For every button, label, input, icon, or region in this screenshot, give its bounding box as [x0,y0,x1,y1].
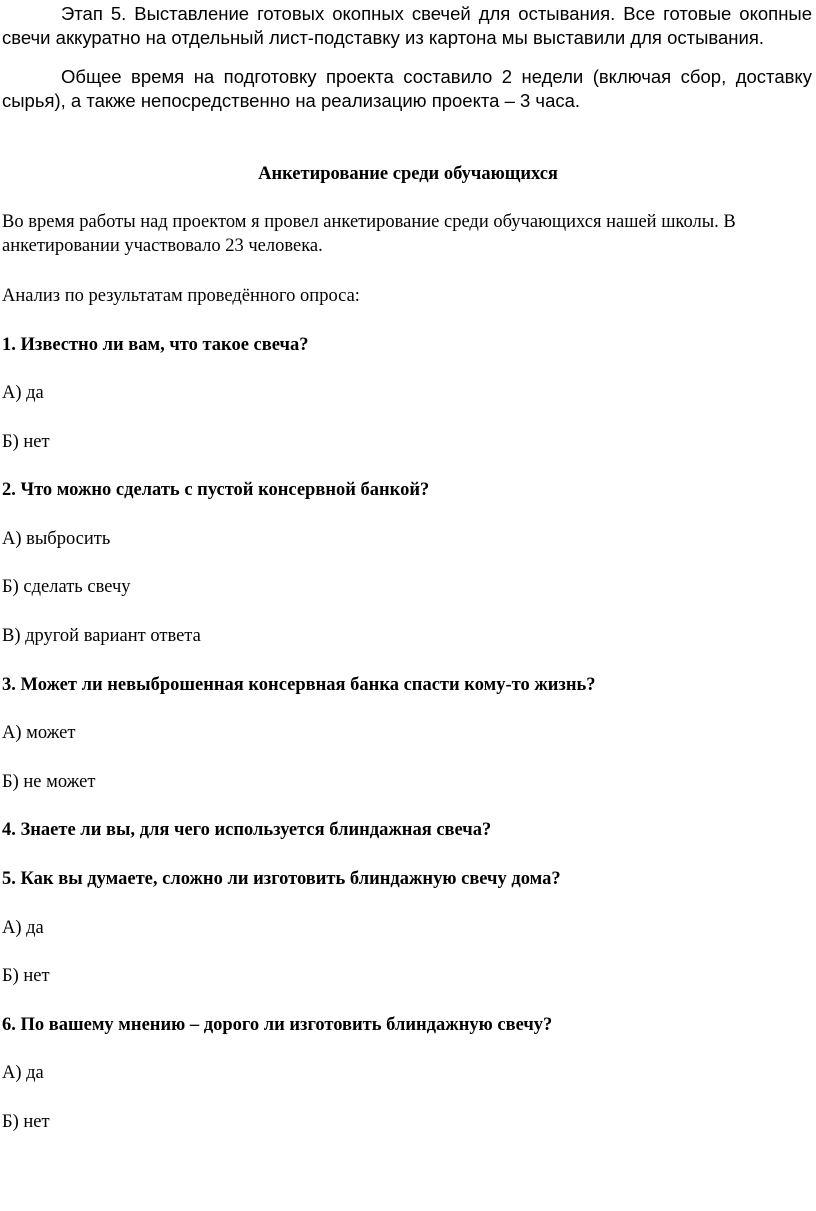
intro-paragraph: Во время работы над проектом я провел анкетирование среди обучающихся нашей школы. В анкетировании участвовало 23 человека. [2,212,736,256]
question-1: 1. Известно ли вам, что такое свеча? [2,335,309,355]
section-title: Анкетирование среди обучающихся [258,164,558,184]
total-time-paragraph: Общее время на подготовку проекта составило 2 недели (включая сбор, доставку сырья), а также непосредственно на реализацию проекта – 3 часа. [2,66,812,111]
answer-1a: А) да [2,383,44,403]
question-6: 6. По вашему мнению – дорого ли изготовить блиндажную свечу? [2,1015,553,1035]
answer-2b: Б) сделать свечу [2,577,131,597]
answer-6b: Б) нет [2,1112,50,1132]
question-2: 2. Что можно сделать с пустой консервной банкой? [2,480,430,500]
answer-5a: А) да [2,918,44,938]
answer-1b: Б) нет [2,432,50,452]
answer-5b: Б) нет [2,966,50,986]
answer-2a: А) выбросить [2,529,111,549]
question-3: 3. Может ли невыброшенная консервная банка спасти кому-то жизнь? [2,675,596,695]
analysis-line: Анализ по результатам проведённого опроса: [2,286,360,306]
answer-3a: А) может [2,723,76,743]
stage5-paragraph: Этап 5. Выставление готовых окопных свечей для остывания. Все готовые окопные свечи аккуратно на отдельный лист-подставку из картона мы выставили для остывания. [2,3,812,48]
answer-3b: Б) не может [2,772,96,792]
answer-6a: А) да [2,1063,44,1083]
question-4: 4. Знаете ли вы, для чего используется блиндажная свеча? [2,820,492,840]
answer-2c: В) другой вариант ответа [2,626,201,646]
question-5: 5. Как вы думаете, сложно ли изготовить блиндажную свечу дома? [2,869,561,889]
